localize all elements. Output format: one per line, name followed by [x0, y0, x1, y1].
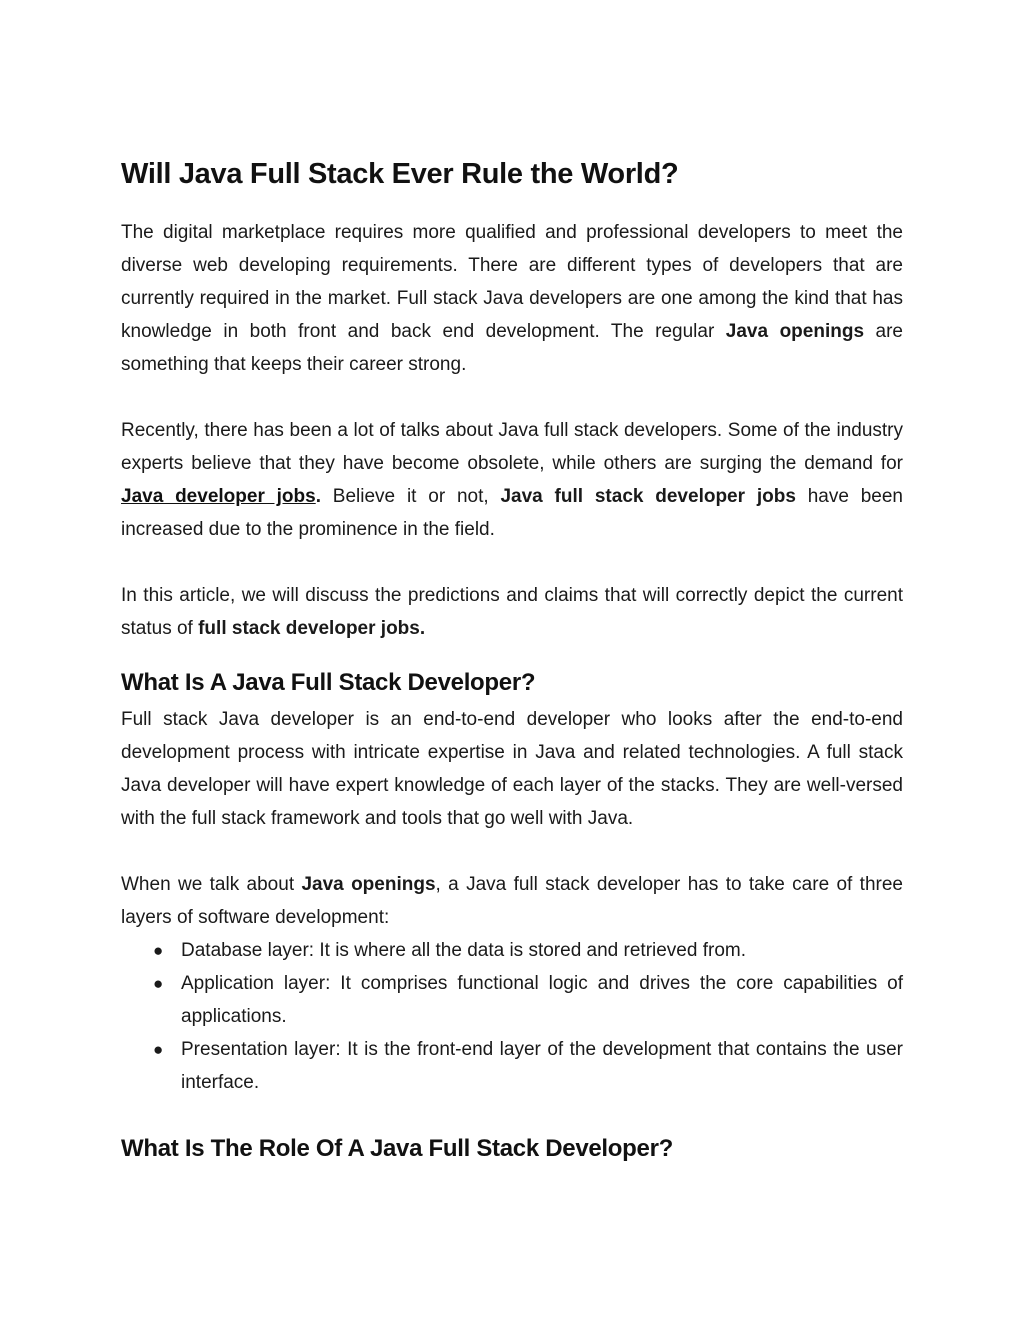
- spacer: [121, 835, 903, 868]
- list-item-database-layer: [121, 934, 903, 967]
- bullet-icon: ●: [153, 941, 164, 960]
- java-openings-bold-2: Java openings: [301, 874, 436, 895]
- section1-p2-tail: , a Java full stack developer has to take care of three layers of software development:: [121, 874, 903, 928]
- java-full-stack-jobs-bold: Java full stack developer jobs: [500, 486, 796, 507]
- list-item-application-layer: [121, 967, 903, 1033]
- intro-p1-tail: are something that keeps their career strong.: [121, 321, 903, 375]
- intro-p3-text: In this article, we will discuss the predictions and claims that will correctly depict the current status of: [121, 585, 903, 639]
- section1-paragraph-2: [121, 868, 903, 934]
- intro-paragraph-2: [121, 414, 903, 546]
- layers-list: [121, 934, 903, 1099]
- page-title: Will Java Full Stack Ever Rule the World?: [121, 158, 679, 190]
- section1-p2-text: When we talk about: [121, 874, 302, 895]
- intro-p2-tail: have been increased due to the prominence in the field.: [121, 486, 903, 540]
- java-openings-bold: Java openings: [725, 321, 865, 342]
- spacer: [121, 645, 903, 663]
- bullet-icon: ●: [153, 974, 164, 993]
- java-developer-jobs-link[interactable]: Java developer jobs: [121, 486, 316, 507]
- document-page: [121, 150, 903, 1169]
- intro-p2-text: Recently, there has been a lot of talks about Java full stack developers. Some of the industry experts believe that they have become obsolete, while others are surging the demand for: [121, 420, 903, 474]
- full-stack-jobs-bold: full stack developer jobs.: [198, 618, 426, 639]
- list-item-text: Presentation layer: It is the front-end layer of the development that contains the user interface.: [181, 1039, 903, 1093]
- list-item-presentation-layer: [121, 1033, 903, 1099]
- intro-p2-mid: Believe it or not,: [321, 486, 501, 507]
- intro-p1-text: The digital marketplace requires more qualified and professional developers to meet the diverse web developing requirements. There are different types of developers that are currently required in the market. Full stack Java developers are one among the kind that has knowledge in both front and back end development. The regular: [121, 222, 903, 342]
- spacer: [121, 546, 903, 579]
- list-item-text: Database layer: It is where all the data is stored and retrieved from.: [181, 940, 746, 961]
- intro-paragraph-3: [121, 579, 903, 645]
- bullet-icon: ●: [153, 1040, 164, 1059]
- list-item-text: Application layer: It comprises functional logic and drives the core capabilities of applications.: [181, 973, 903, 1027]
- spacer: [121, 381, 903, 414]
- section-heading-role: What Is The Role Of A Java Full Stack Developer?: [121, 1135, 673, 1162]
- section1-paragraph-1: Full stack Java developer is an end-to-end developer who looks after the end-to-end development process with intricate expertise in Java and related technologies. A full stack Java developer will have expert knowledge of each layer of the stacks. They are well-versed with the full stack framework and tools that go well with Java.: [121, 709, 903, 829]
- link-period: .: [315, 486, 321, 507]
- section-heading-java-full-stack-developer: What Is A Java Full Stack Developer?: [121, 669, 536, 696]
- intro-paragraph-1: [121, 216, 903, 381]
